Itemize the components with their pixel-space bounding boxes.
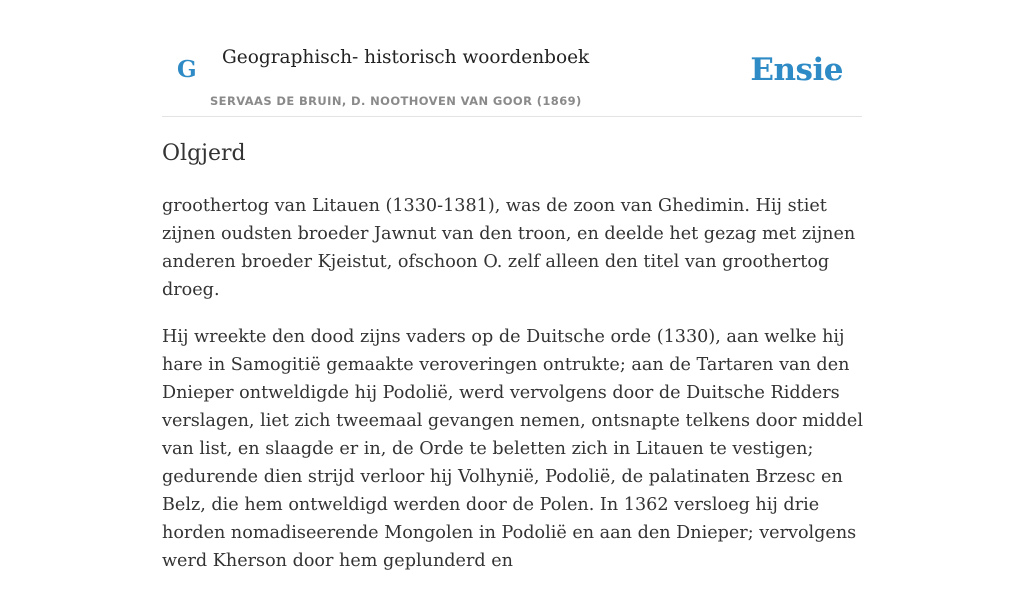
book-authors-year: SERVAAS DE BRUIN, D. NOOTHOVEN VAN GOOR (1869) (210, 94, 582, 108)
entry-body (162, 192, 868, 594)
book-header (162, 0, 862, 117)
entry-paragraph: Hij wreekte den dood zijns vaders op de Duitsche orde (1330), aan welke hij hare in Samogitië gemaakte veroveringen ontrukte; aan de Tartaren van den Dnieper ontweldigde hij Podolië, werd vervolgens door de Duitsche Ridders verslagen, liet zich tweemaal gevangen nemen, ontsnapte telkens door middel van list, en slaagde er in, de Orde te beletten zich in Litauen te vestigen; gedurende dien strijd verloor hij Volhynië, Podolië, de palatinaten Brzesc en Belz, die hem ontweldigd werden door de Polen. In 1362 versloeg hij drie horden nomadiseerende Mongolen in Podolië en aan den Dnieper; vervolgens werd Kherson door hem geplunderd en (162, 327, 863, 571)
book-initial-icon[interactable]: G (177, 56, 197, 83)
entry-title: Olgjerd (162, 141, 246, 166)
book-title-link[interactable]: Geographisch- historisch woordenboek (222, 47, 590, 68)
ensie-logo-link[interactable]: Ensie (750, 52, 843, 88)
entry-paragraph: groothertog van Litauen (1330-1381), was de zoon van Ghedimin. Hij stiet zijnen oudsten broeder Jawnut van den troon, en deelde het gezag met zijnen anderen broeder Kjeistut, ofschoon O. zelf alleen den titel van groothertog droeg. (162, 196, 856, 300)
